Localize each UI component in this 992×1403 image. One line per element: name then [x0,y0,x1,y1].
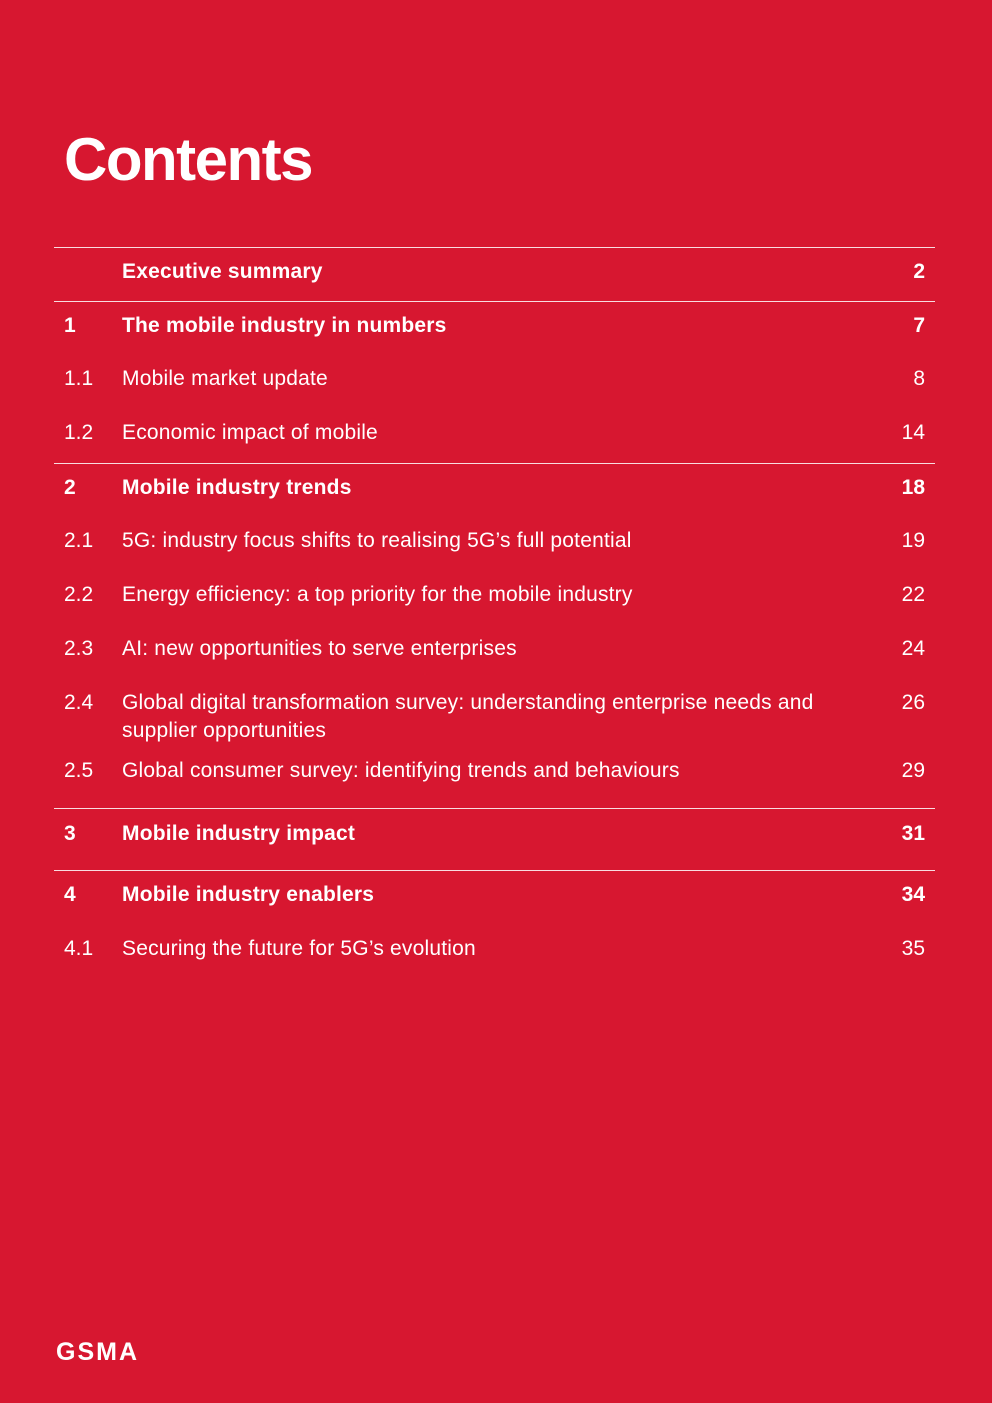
toc-entry-page: 18 [901,476,925,499]
divider [54,870,935,871]
toc-entry-page: 8 [913,367,925,390]
toc-entry-title: 5G: industry focus shifts to realising 5G’s full potential [122,529,632,552]
toc-entry-number: 1.1 [64,367,94,390]
toc-entry-title: Mobile industry enablers [122,883,375,906]
toc-entry-title: Global consumer survey: identifying trends and behaviours [122,759,680,782]
toc-entry-title: Executive summary [122,260,323,283]
toc-entry-number: 2 [64,476,76,499]
toc-entry-number: 4.1 [64,937,94,960]
toc-entry-number: 2.2 [64,583,94,606]
toc-entry-title: Global digital transformation survey: understanding enterprise needs and supplier opportunities [122,691,814,742]
divider [54,247,935,248]
divider [54,301,935,302]
toc-entry-page: 14 [901,421,925,444]
toc-entry-page: 2 [913,260,925,283]
toc-entry-title: The mobile industry in numbers [122,314,447,337]
toc-entry-page: 35 [901,937,925,960]
toc-entry-number: 1.2 [64,421,94,444]
toc-entry-title: Mobile market update [122,367,328,390]
toc-entry-page: 7 [913,314,925,337]
page-title: Contents [64,126,312,193]
toc-entry-title: Mobile industry impact [122,822,356,845]
toc-entry-number: 3 [64,822,76,845]
toc-entry-page: 24 [901,637,925,660]
toc-entry-number: 1 [64,314,76,337]
toc-entry-number: 2.4 [64,691,94,714]
toc-entry-number: 2.3 [64,637,94,660]
toc-entry-number: 2.5 [64,759,94,782]
toc-entry-title: Energy efficiency: a top priority for the mobile industry [122,583,633,606]
toc-entry-title: Securing the future for 5G’s evolution [122,937,476,960]
toc-entry-number: 2.1 [64,529,94,552]
toc-entry-page: 22 [901,583,925,606]
toc-entry-title: Economic impact of mobile [122,421,378,444]
divider [54,463,935,464]
toc-entry-page: 31 [901,822,925,845]
toc-entry-page: 19 [901,529,925,552]
toc-entry-title: AI: new opportunities to serve enterprises [122,637,517,660]
toc-entry-page: 34 [901,883,925,906]
divider [54,808,935,809]
toc-entry-title: Mobile industry trends [122,476,352,499]
toc-entry-page: 26 [901,691,925,714]
table-of-contents [54,0,935,1000]
gsma-logo: GSMA [56,1338,139,1366]
toc-entry-number: 4 [64,883,76,906]
toc-entry-page: 29 [901,759,925,782]
